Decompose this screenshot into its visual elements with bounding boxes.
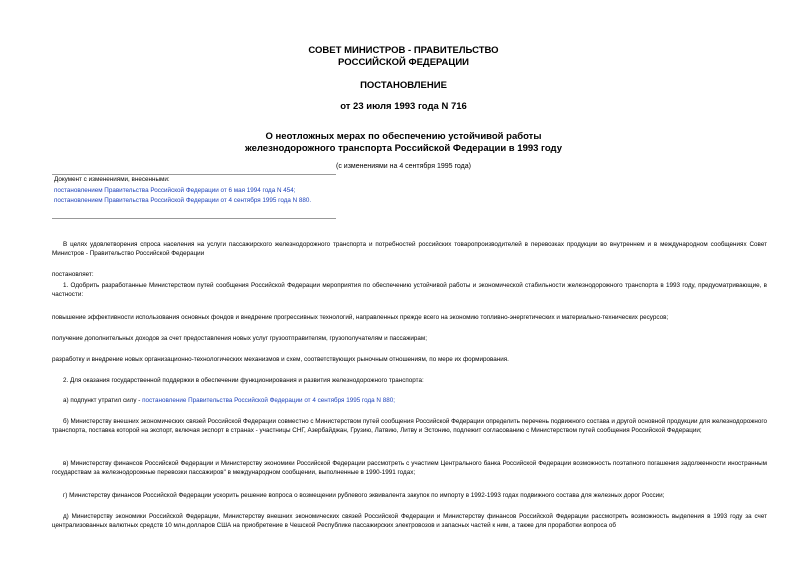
change-link-2[interactable]: постановлением Правительства Российской Федерации от 4 сентября 1995 года N 880. [54, 197, 312, 204]
paragraph-2-item-b: б) Министерству внешних экономических связей Российской Федерации совместно с Министерством путей сообщения Российской Федерации определить перечень подвижного состава и другой основной продукции для железнодорожного транспорта, поставка которой на экспорт, включая экспорт в странах - участницы СНГ, Азербайджан, Грузию, Латвию, Литву и Эстонию, подлежит согласованию с Министерством путей сообщения Российской Федерации; [52, 418, 767, 435]
paragraph-1-item-c: разработку и внедрение новых организационно-технологических механизмов и схем, соответствующих рыночным отношениям, по мере их формирования. [52, 356, 509, 363]
paragraph-1-item-a: повышение эффективности использования основных фондов и внедрение прогрессивных технологий, направленных прежде всего на экономию топливно-энергетических и материально-технических ресурсов; [52, 314, 669, 321]
resolves-line: постановляет: [52, 271, 94, 278]
document-title-line-2: железнодорожного транспорта Российской Федерации в 1993 году [244, 143, 562, 154]
paragraph-1: 1. Одобрить разработанные Министерством путей сообщения Российской Федерации мероприятия по обеспечению устойчивой работы и экономической стабильности железнодорожного транспорта в 1993 году, предусматривающие, в частности: [52, 282, 767, 299]
revision-note: (с изменениями на 4 сентября 1995 года) [336, 163, 471, 170]
issuer-line-2: РОССИЙСКОЙ ФЕДЕРАЦИИ [337, 57, 469, 68]
issuer-line-1: СОВЕТ МИНИСТРОВ - ПРАВИТЕЛЬСТВО [308, 45, 499, 56]
paragraph-2-item-d: д) Министерству экономики Российской Федерации, Министерству внешних экономических связей Российской Федерации и Министерству финансов Российской Федерации рассмотреть возможность выделения в 1993 году за счет централизованных валютных средств 10 млн.долларов США на приобретение в Чешской Республике пассажирских электровозов и запасных частей к ним, а также для проработки вопроса об [52, 513, 767, 530]
paragraph-2-item-g: г) Министерству финансов Российской Федерации ускорить решение вопроса о возмещении рублевого эквивалента закупок по импорту в 1992-1993 годах подвижного состава для железных дорог России; [63, 492, 665, 499]
paragraph-1-item-b: получение дополнительных доходов за счет предоставления новых услуг грузоотправителям, грузополучателям и пассажирам; [52, 335, 427, 342]
paragraph-2-item-a [52, 396, 767, 405]
document-date: от 23 июля 1993 года N 716 [340, 101, 467, 112]
preamble-paragraph: В целях удовлетворения спроса населения на услуги пассажирского железнодорожного транспорта и потребностей российских товаропроизводителей в перевозках продукции во внутреннем и в международном сообщениях Совет Министров - Правительство Российской Федерации [52, 241, 767, 258]
paragraph-2-item-v: в) Министерству финансов Российской Федерации и Министерству экономики Российской Федерации рассмотреть с участием Центрального банка Российской Федерации возможность поэтапного погашения задолженности иностранным государствам за железнодорожные перевозки пассажиров" в международном сообщении, выполненные в 1990-1991 годах; [52, 460, 767, 477]
document-type: ПОСТАНОВЛЕНИЕ [360, 80, 447, 91]
paragraph-2: 2. Для оказания государственной поддержки в обеспечении функционирования и развития железнодорожного транспорта: [63, 377, 424, 384]
item-a-repeal-link[interactable]: постановление Правительства Российской Федерации от 4 сентября 1995 года N 880; [142, 397, 395, 404]
changes-box [52, 174, 336, 219]
change-link-1[interactable]: постановлением Правительства Российской Федерации от 6 мая 1994 года N 454; [54, 186, 296, 194]
document-title-line-1: О неотложных мерах по обеспечению устойчивой работы [265, 131, 542, 142]
item-a-prefix: а) подпункт утратил силу - [63, 397, 141, 404]
changes-intro: Документ с изменениями, внесенными: [54, 176, 170, 183]
